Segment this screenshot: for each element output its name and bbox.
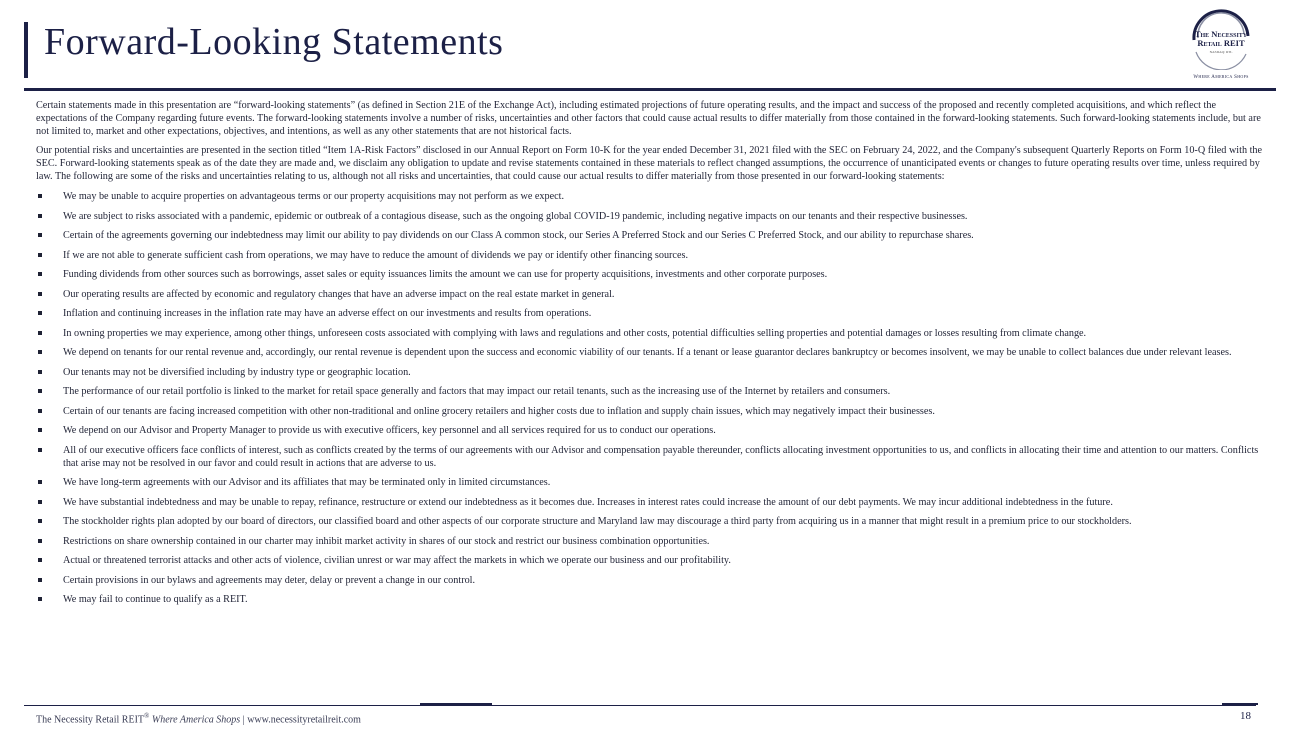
bullet-square-icon xyxy=(38,253,42,257)
risk-paragraph: Our potential risks and uncertainties are presented in the section titled “Item 1A-Risk Factors” disclosed in our Annual Report on Form 10-K for the year ended December 31, 2021 filed with the SEC on February 24, 2022, and the Company's subsequent Quarterly Reports on Form 10-Q filed with the SEC. Forward-looking statements speak as of the date they are made and, we disclaim any obligation to update and revise statements contained in these materials to reflect changed assumptions, the occurrence of unanticipated events or changes to future operating results over time, unless required by law. The following are some of the risks and uncertainties relating to us, although not all risks and uncertainties, that could cause our actual results to differ materially from those presented in our forward-looking statements: xyxy=(36,144,1263,183)
footer-text xyxy=(36,712,361,725)
risk-item: The stockholder rights plan adopted by our board of directors, our classified board and other aspects of our corporate structure and Maryland law may discourage a third party from acquiring us in a manner that might result in a premium price to our stockholders. xyxy=(36,515,1264,528)
risk-item: All of our executive officers face conflicts of interest, such as conflicts created by the terms of our agreements with our Advisor and compensation payable thereunder, conflicts allocating investment opportunities to us, and conflicts in allocating their time and attention to our matters. Conflicts that arise may not be resolved in our favor and could result in actions that are adverse to us. xyxy=(36,444,1264,470)
bullet-square-icon xyxy=(38,194,42,198)
risk-item: We have substantial indebtedness and may be unable to repay, refinance, restructure or extend our indebtedness as it becomes due. Increases in interest rates could increase the amount of our debt payments. We may incur additional indebtedness in the future. xyxy=(36,496,1264,509)
footer-accent xyxy=(1222,703,1258,705)
risk-item: We may be unable to acquire properties on advantageous terms or our property acquisitions may not perform as we expect. xyxy=(36,190,1264,203)
logo-line-1: The Necessity xyxy=(1194,29,1248,39)
risk-item: Restrictions on share ownership contained in our charter may inhibit market activity in shares of our stock and restrict our business combination opportunities. xyxy=(36,535,1264,548)
risk-item: If we are not able to generate sufficient cash from operations, we may have to reduce the amount of dividends we pay or identify other financing sources. xyxy=(36,249,1264,262)
footer-tagline: Where America Shops xyxy=(151,714,241,726)
risk-item: Our operating results are affected by economic and regulatory changes that have an adverse impact on the real estate market in general. xyxy=(36,288,1264,301)
logo-tagline: Where America Shops xyxy=(1193,75,1249,80)
bullet-square-icon xyxy=(38,233,42,237)
bullet-square-icon xyxy=(38,389,42,393)
footer-accent xyxy=(420,703,492,705)
risk-item: We may fail to continue to qualify as a REIT. xyxy=(36,593,1264,606)
bullet-square-icon xyxy=(38,448,42,452)
risk-item: Actual or threatened terrorist attacks and other acts of violence, civilian unrest or war may affect the markets in which we operate our business and our profitability. xyxy=(36,554,1264,567)
bullet-square-icon xyxy=(38,370,42,374)
risk-list xyxy=(36,190,1264,606)
intro-paragraph: Certain statements made in this presentation are “forward-looking statements” (as defined in Section 21E of the Exchange Act), including estimated projections of future operating results, and the impact and success of the proposed and recently completed acquisitions, and which reflect the expectations of the Company regarding future events. The forward-looking statements involve a number of risks, uncertainties and other factors that could cause actual results to differ materially from those contained in the forward-looking statements. Such forward-looking statements include, but are not limited to, market and other expectations, objectives, and intentions, as well as any other statements that are not historical facts. xyxy=(36,100,1261,138)
risk-item: We have long-term agreements with our Advisor and its affiliates that may be terminated only in limited circumstances. xyxy=(36,476,1264,489)
bullet-square-icon xyxy=(38,480,42,484)
title-accent-bar xyxy=(24,22,28,78)
bullet-square-icon xyxy=(38,311,42,315)
risk-item: We depend on tenants for our rental revenue and, accordingly, our rental revenue is dependent upon the success and economic viability of our tenants. If a tenant or lease guarantor declares bankruptcy or becomes insolvent, we may be unable to collect balances due under relevant leases. xyxy=(36,346,1264,359)
bullet-square-icon xyxy=(38,597,42,601)
bullet-square-icon xyxy=(38,578,42,582)
risk-item: Funding dividends from other sources such as borrowings, asset sales or equity issuances limits the amount we can use for property acquisitions, investments and other corporate purposes. xyxy=(36,268,1264,281)
bullet-square-icon xyxy=(38,350,42,354)
bullet-square-icon xyxy=(38,539,42,543)
logo-line-2: Retail REIT xyxy=(1197,38,1245,48)
bullet-square-icon xyxy=(38,428,42,432)
risk-item: We are subject to risks associated with a pandemic, epidemic or outbreak of a contagious disease, such as the ongoing global COVID-19 pandemic, including negative impacts on our tenants and their respective businesses. xyxy=(36,210,1264,223)
bullet-square-icon xyxy=(38,292,42,296)
logo-wordmark xyxy=(1180,30,1262,48)
footer-separator: | xyxy=(242,714,245,726)
risk-item: We depend on our Advisor and Property Manager to provide us with executive officers, key personnel and all services required for us to conduct our operations. xyxy=(36,424,1264,437)
risk-item: Our tenants may not be diversified including by industry type or geographic location. xyxy=(36,366,1264,379)
page-title: Forward-Looking Statements xyxy=(44,21,504,63)
company-logo xyxy=(1180,8,1262,80)
footer-company: The Necessity Retail REIT xyxy=(36,714,145,726)
title-divider xyxy=(24,88,1276,91)
bullet-square-icon xyxy=(38,409,42,413)
page-number: 18 xyxy=(1240,710,1251,722)
risk-item: In owning properties we may experience, among other things, unforeseen costs associated with complying with laws and regulations and other costs, potential difficulties selling properties and potential damages or losses resulting from climate change. xyxy=(36,327,1264,340)
logo-ticker: NASDAQ: RTL xyxy=(1209,50,1233,54)
bullet-square-icon xyxy=(38,214,42,218)
bullet-square-icon xyxy=(38,519,42,523)
risk-item: Certain of our tenants are facing increased competition with other non-traditional and online grocery retailers and higher costs due to inflation and supply chain issues, which may negatively impact their businesses. xyxy=(36,405,1264,418)
bullet-square-icon xyxy=(38,500,42,504)
risk-item: The performance of our retail portfolio is linked to the market for retail space generally and factors that may impact our retail tenants, such as the increasing use of the Internet by retailers and consumers. xyxy=(36,385,1264,398)
footer-url[interactable]: www.necessityretailreit.com xyxy=(247,714,361,726)
bullet-square-icon xyxy=(38,331,42,335)
risk-item: Certain provisions in our bylaws and agreements may deter, delay or prevent a change in our control. xyxy=(36,574,1264,587)
disclaimer-body xyxy=(36,99,1264,613)
bullet-square-icon xyxy=(38,558,42,562)
bullet-square-icon xyxy=(38,272,42,276)
footer-divider xyxy=(24,705,1256,706)
registered-mark: ® xyxy=(144,712,150,720)
risk-item: Certain of the agreements governing our indebtedness may limit our ability to pay dividends on our Class A common stock, our Series A Preferred Stock and our Series C Preferred Stock, and our ability to repurchase shares. xyxy=(36,229,1264,242)
risk-item: Inflation and continuing increases in the inflation rate may have an adverse effect on our investments and results from operations. xyxy=(36,307,1264,320)
